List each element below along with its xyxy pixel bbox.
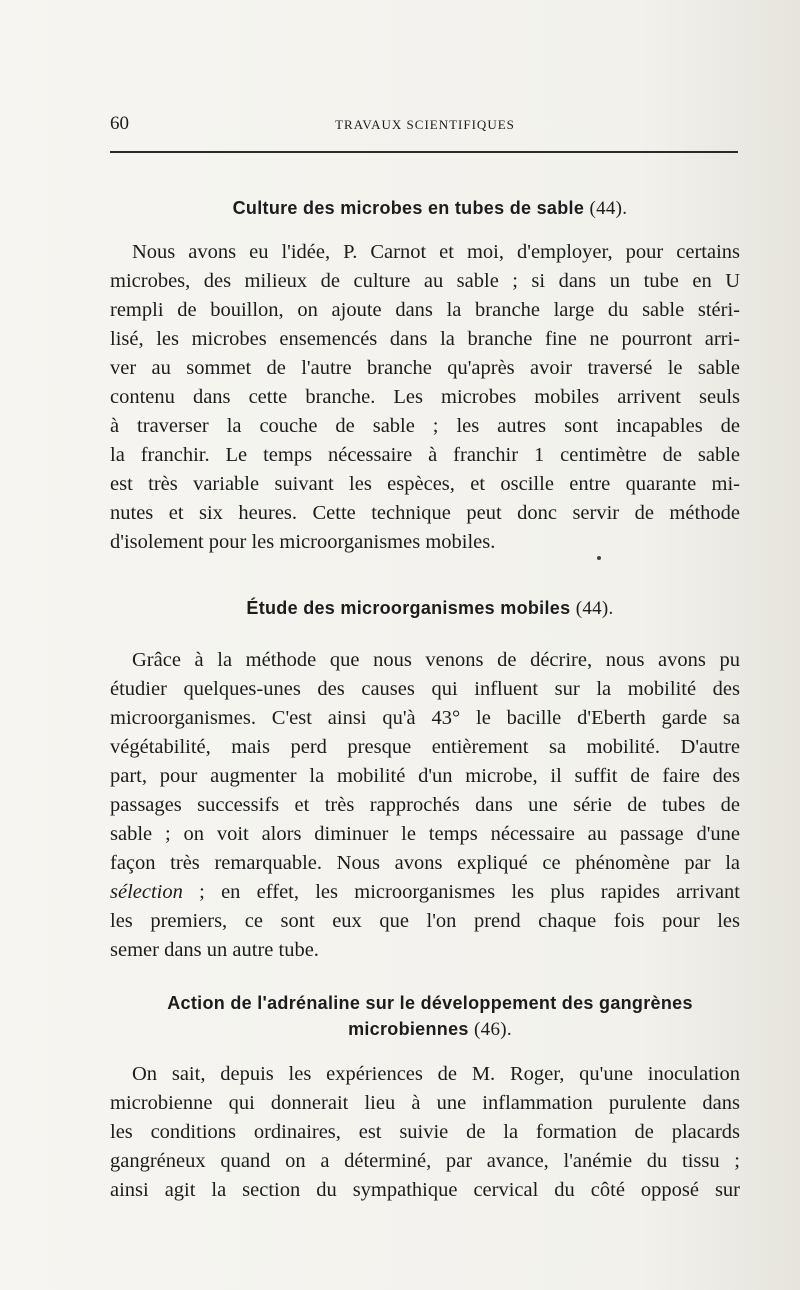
text-line: microbienne qui donnerait lieu à une inflammation purulente dans	[110, 1092, 740, 1114]
text-line: façon très remarquable. Nous avons expliqué ce phénomène par la	[110, 852, 740, 874]
text-line: microorganismes. C'est ainsi qu'à 43° le bacille d'Eberth garde sa	[110, 707, 740, 729]
section-title-adrenaline	[110, 990, 750, 1043]
paragraph-etude	[110, 646, 740, 965]
text-line: les conditions ordinaires, est suivie de la formation de placards	[110, 1121, 740, 1143]
section-title-etude	[110, 598, 750, 620]
text-line: les premiers, ce sont eux que l'on prend chaque fois pour les	[110, 910, 740, 932]
text-line: part, pour augmenter la mobilité d'un microbe, il suffit de faire des	[110, 765, 740, 787]
text-line: gangréneux quand on a déterminé, par avance, l'anémie du tissu ;	[110, 1150, 740, 1172]
text-line: Nous avons eu l'idée, P. Carnot et moi, d'employer, pour certains	[132, 241, 740, 263]
text-line: semer dans un autre tube.	[110, 939, 319, 961]
page-header	[110, 113, 740, 137]
text-line: étudier quelques-unes des causes qui influent sur la mobilité des	[110, 678, 740, 700]
section-title-text: Étude des microorganismes mobiles	[246, 598, 571, 618]
ink-speck	[597, 556, 601, 560]
header-rule	[110, 151, 738, 153]
page-number: 60	[110, 113, 129, 134]
text-line: contenu dans cette branche. Les microbes mobiles arrivent seuls	[110, 386, 740, 408]
text-line: rempli de bouillon, on ajoute dans la branche large du sable stéri-	[110, 299, 740, 321]
text-line: ainsi agit la section du sympathique cervical du côté opposé sur	[110, 1179, 740, 1201]
section-ref: (46).	[474, 1019, 512, 1040]
text-line: Grâce à la méthode que nous venons de décrire, nous avons pu	[132, 649, 740, 671]
text-line: végétabilité, mais perd presque entièrement sa mobilité. D'autre	[110, 736, 740, 758]
text-line: la franchir. Le temps nécessaire à franchir 1 centimètre de sable	[110, 444, 740, 466]
paragraph-adrenaline	[110, 1060, 740, 1205]
text-line: d'isolement pour les microorganismes mobiles.	[110, 531, 496, 553]
text-line	[110, 878, 740, 907]
paragraph-culture	[110, 238, 740, 557]
text-fragment: ; en effet, les microorganismes les plus rapides arrivant	[182, 881, 740, 903]
section-title-text-line1: Action de l'adrénaline sur le développement des gangrènes	[167, 993, 693, 1013]
section-title-text-line2: microbiennes	[348, 1019, 469, 1039]
emphasis-selection: sélection	[110, 881, 183, 903]
text-line: passages successifs et très rapprochés dans une série de tubes de	[110, 794, 740, 816]
section-ref: (44).	[575, 598, 614, 619]
text-line: à traverser la couche de sable ; les autres sont incapables de	[110, 415, 740, 437]
text-line: ver au sommet de l'autre branche qu'après avoir traversé le sable	[110, 357, 740, 379]
text-line: On sait, depuis les expériences de M. Roger, qu'une inoculation	[132, 1063, 740, 1085]
text-line: microbes, des milieux de culture au sable ; si dans un tube en U	[110, 270, 740, 292]
text-line: sable ; on voit alors diminuer le temps nécessaire au passage d'une	[110, 823, 740, 845]
text-line: nutes et six heures. Cette technique peut donc servir de méthode	[110, 502, 740, 524]
text-line: est très variable suivant les espèces, et oscille entre quarante mi-	[110, 473, 740, 495]
text-line: lisé, les microbes ensemencés dans la branche fine ne pourront arri-	[110, 328, 740, 350]
running-title: TRAVAUX SCIENTIFIQUES	[335, 117, 515, 132]
section-title-culture	[110, 198, 750, 220]
section-title-text: Culture des microbes en tubes de sable	[232, 198, 585, 218]
section-ref: (44).	[589, 198, 628, 219]
